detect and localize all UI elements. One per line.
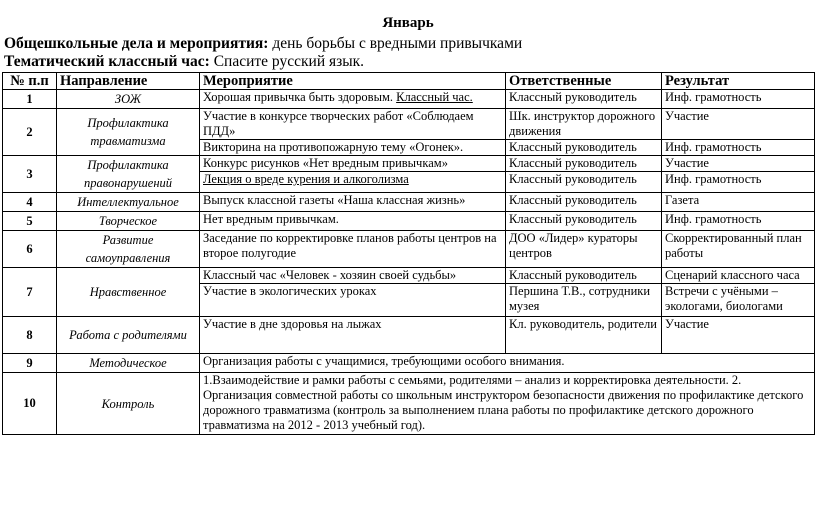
- row-result: Участие: [662, 156, 815, 172]
- row-responsible: ДОО «Лидер» кураторы центров: [506, 231, 662, 268]
- row-direction: Нравственное: [57, 268, 200, 317]
- table-row: [3, 268, 815, 284]
- school-events-value: день борьбы с вредными привычками: [268, 35, 523, 52]
- row-responsible: Классный руководитель: [506, 172, 662, 193]
- row-direction: Профилактика правонарушений: [57, 156, 200, 193]
- class-hour-line: [4, 53, 364, 71]
- event-text: Хорошая привычка быть здоровым.: [203, 90, 397, 104]
- row-responsible: Кл. руководитель, родители: [506, 317, 662, 354]
- row-full-text: Организация работы с учащимися, требующими особого внимания.: [200, 354, 815, 373]
- row-number: 4: [3, 193, 57, 212]
- event-underlined-text: Классный час.: [396, 90, 473, 104]
- header-direction: Направление: [57, 73, 200, 90]
- row-result: Участие: [662, 317, 815, 354]
- row-full-text: 1.Взаимодействие и рамки работы с семьями, родителями – анализ и корректировка деятельности. 2. Организация совместной работы со школьным инструктором безопасности движения по профилактике детского дорожного травматизма (контроль за выполнением плана работы по профилактике детского дорожного травматизма на 2012 - 2013 учебный год).: [200, 373, 815, 435]
- row-direction: Методическое: [57, 354, 200, 373]
- row-responsible: Першина Т.В., сотрудники музея: [506, 284, 662, 317]
- row-result: Скорректированный план работы: [662, 231, 815, 268]
- row-responsible: Классный руководитель: [506, 90, 662, 109]
- class-hour-label: Тематический классный час:: [4, 53, 210, 70]
- school-events-line: [4, 35, 522, 53]
- row-event: Участие в экологических уроках: [200, 284, 506, 317]
- row-event: Викторина на противопожарную тему «Огонек».: [200, 140, 506, 156]
- row-result: Сценарий классного часа: [662, 268, 815, 284]
- row-number: 3: [3, 156, 57, 193]
- row-event: [200, 172, 506, 193]
- table-row: [3, 212, 815, 231]
- header-result: Результат: [662, 73, 815, 90]
- row-event: Участие в конкурсе творческих работ «Соблюдаем ПДД»: [200, 109, 506, 140]
- row-direction: Творческое: [57, 212, 200, 231]
- row-result: Инф. грамотность: [662, 140, 815, 156]
- row-event: Выпуск классной газеты «Наша классная жизнь»: [200, 193, 506, 212]
- row-responsible: Классный руководитель: [506, 156, 662, 172]
- row-result: Встречи с учёными – экологами, биологами: [662, 284, 815, 317]
- row-direction: Контроль: [57, 373, 200, 435]
- row-responsible: Классный руководитель: [506, 268, 662, 284]
- table-row: [3, 317, 815, 354]
- row-result: Инф. грамотность: [662, 172, 815, 193]
- row-direction: Интеллектуальное: [57, 193, 200, 212]
- row-responsible: Классный руководитель: [506, 193, 662, 212]
- row-number: 10: [3, 373, 57, 435]
- row-result: Инф. грамотность: [662, 212, 815, 231]
- table-row: [3, 109, 815, 140]
- row-event: Конкурс рисунков «Нет вредным привычкам»: [200, 156, 506, 172]
- row-result: Газета: [662, 193, 815, 212]
- school-events-label: Общешкольные дела и мероприятия:: [4, 35, 269, 52]
- row-direction: Работа с родителями: [57, 317, 200, 354]
- table-row: [3, 354, 815, 373]
- header-event: Мероприятие: [200, 73, 506, 90]
- row-direction: ЗОЖ: [57, 90, 200, 109]
- table-header-row: [3, 73, 815, 90]
- row-direction: Профилактика травматизма: [57, 109, 200, 156]
- row-number: 5: [3, 212, 57, 231]
- table-row: [3, 90, 815, 109]
- table-row: [3, 156, 815, 172]
- plan-table: [2, 72, 815, 435]
- page-title: Январь: [382, 15, 434, 31]
- row-responsible: Шк. инструктор дорожного движения: [506, 109, 662, 140]
- row-result: Инф. грамотность: [662, 90, 815, 109]
- row-direction: Развитие самоуправления: [57, 231, 200, 268]
- row-result: Участие: [662, 109, 815, 140]
- row-event: Классный час «Человек - хозяин своей судьбы»: [200, 268, 506, 284]
- row-number: 9: [3, 354, 57, 373]
- row-event: Нет вредным привычкам.: [200, 212, 506, 231]
- header-responsible: Ответственные: [506, 73, 662, 90]
- row-responsible: Классный руководитель: [506, 140, 662, 156]
- table-row: [3, 231, 815, 268]
- event-underlined-text: Лекция о вреде курения и алкоголизма: [203, 172, 409, 187]
- row-number: 1: [3, 90, 57, 109]
- row-number: 2: [3, 109, 57, 156]
- row-event: [200, 90, 506, 109]
- header-number: № п.п: [3, 73, 57, 90]
- row-event: Участие в дне здоровья на лыжах: [200, 317, 506, 354]
- class-hour-value: Спасите русский язык.: [209, 53, 365, 70]
- row-number: 6: [3, 231, 57, 268]
- row-event: Заседание по корректировке планов работы центров на второе полугодие: [200, 231, 506, 268]
- table-row: [3, 373, 815, 435]
- row-responsible: Классный руководитель: [506, 212, 662, 231]
- row-number: 7: [3, 268, 57, 317]
- row-number: 8: [3, 317, 57, 354]
- table-row: [3, 193, 815, 212]
